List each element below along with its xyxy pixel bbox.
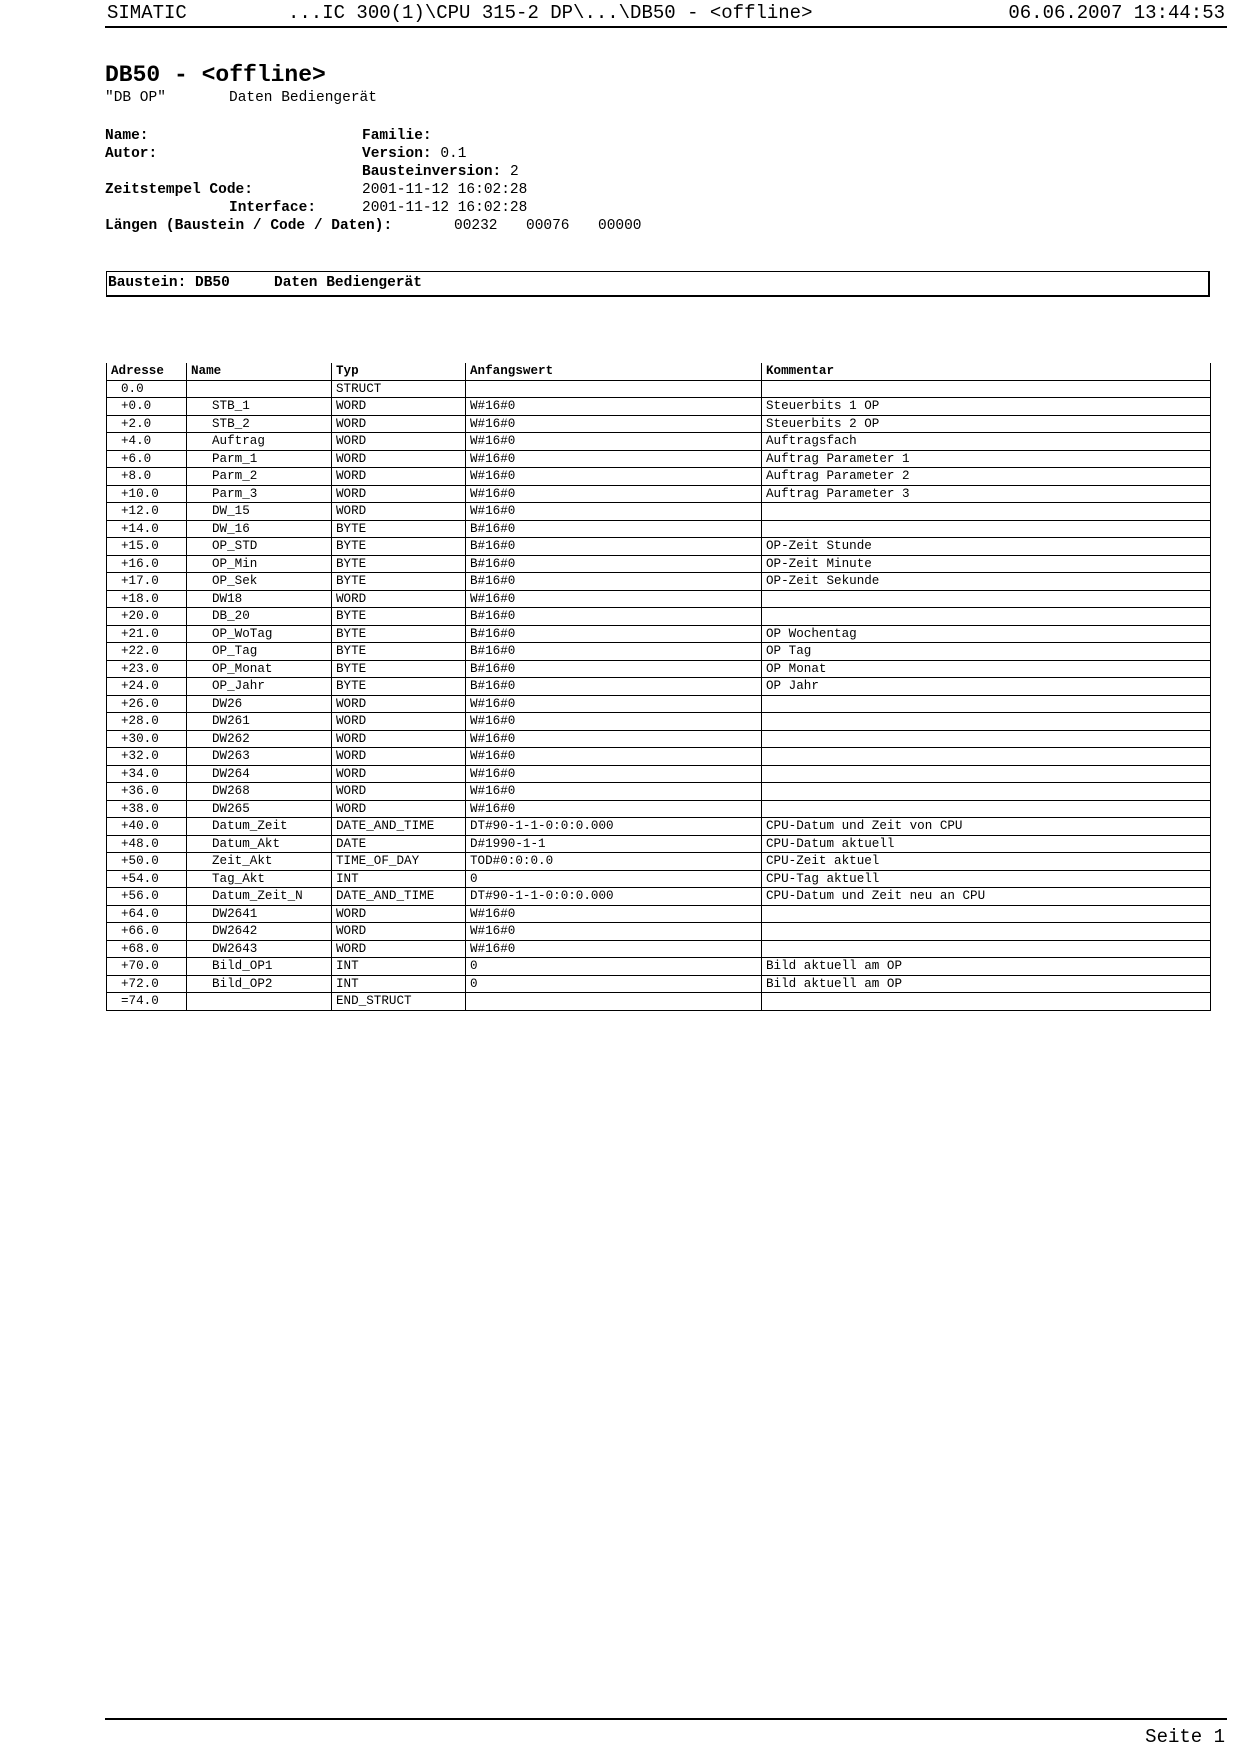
block-heading-box: [106, 271, 1210, 297]
cell-name: Bild_OP2: [187, 975, 332, 993]
column-header: Name: [187, 363, 332, 380]
table-row: [107, 380, 1211, 398]
table-row: [107, 993, 1211, 1011]
cell-type: INT: [332, 958, 466, 976]
cell-initial-value: 0: [466, 975, 762, 993]
cell-address: +15.0: [107, 538, 187, 556]
cell-type: WORD: [332, 765, 466, 783]
meta-laengen-baustein: 00232: [454, 218, 498, 234]
cell-name: DW264: [187, 765, 332, 783]
cell-address: +38.0: [107, 800, 187, 818]
cell-name: DW263: [187, 748, 332, 766]
cell-comment: CPU-Datum aktuell: [762, 835, 1211, 853]
cell-type: INT: [332, 870, 466, 888]
cell-address: +18.0: [107, 590, 187, 608]
table-row: [107, 975, 1211, 993]
meta-version-value: 0.1: [440, 146, 467, 162]
cell-address: +22.0: [107, 643, 187, 661]
cell-initial-value: B#16#0: [466, 678, 762, 696]
cell-address: +20.0: [107, 608, 187, 626]
cell-type: WORD: [332, 398, 466, 416]
cell-address: +23.0: [107, 660, 187, 678]
table-row: [107, 625, 1211, 643]
cell-address: +68.0: [107, 940, 187, 958]
cell-type: BYTE: [332, 520, 466, 538]
cell-address: +16.0: [107, 555, 187, 573]
table-row: [107, 905, 1211, 923]
cell-initial-value: D#1990-1-1: [466, 835, 762, 853]
cell-name: Datum_Akt: [187, 835, 332, 853]
cell-comment: [762, 905, 1211, 923]
table-row: [107, 485, 1211, 503]
cell-initial-value: W#16#0: [466, 765, 762, 783]
cell-address: +6.0: [107, 450, 187, 468]
cell-initial-value: [466, 993, 762, 1011]
meta-familie-label: Familie:: [362, 128, 432, 144]
cell-comment: OP-Zeit Stunde: [762, 538, 1211, 556]
header-product: SIMATIC: [107, 2, 187, 24]
table-row: [107, 923, 1211, 941]
cell-comment: [762, 503, 1211, 521]
cell-type: BYTE: [332, 538, 466, 556]
cell-initial-value: W#16#0: [466, 923, 762, 941]
cell-comment: OP-Zeit Minute: [762, 555, 1211, 573]
cell-comment: [762, 800, 1211, 818]
cell-initial-value: DT#90-1-1-0:0:0.000: [466, 818, 762, 836]
cell-initial-value: W#16#0: [466, 468, 762, 486]
table-row: [107, 730, 1211, 748]
document-subtitle: [105, 90, 377, 106]
table-row: [107, 433, 1211, 451]
meta-version: [362, 146, 466, 162]
cell-comment: OP Tag: [762, 643, 1211, 661]
cell-address: +32.0: [107, 748, 187, 766]
table-row: [107, 818, 1211, 836]
cell-type: WORD: [332, 748, 466, 766]
header-timestamp: 06.06.2007 13:44:53: [1008, 2, 1225, 24]
meta-laengen-daten: 00000: [598, 218, 642, 234]
cell-type: WORD: [332, 940, 466, 958]
cell-type: STRUCT: [332, 380, 466, 398]
table-row: [107, 835, 1211, 853]
cell-type: INT: [332, 975, 466, 993]
table-row: [107, 870, 1211, 888]
cell-comment: [762, 713, 1211, 731]
cell-address: +66.0: [107, 923, 187, 941]
column-header: Adresse: [107, 363, 187, 380]
cell-address: +70.0: [107, 958, 187, 976]
table-row: [107, 520, 1211, 538]
cell-name: OP_Monat: [187, 660, 332, 678]
cell-initial-value: B#16#0: [466, 625, 762, 643]
cell-type: WORD: [332, 415, 466, 433]
cell-comment: [762, 608, 1211, 626]
cell-comment: [762, 940, 1211, 958]
cell-type: BYTE: [332, 555, 466, 573]
table-header-row: [107, 363, 1211, 380]
page-number: Seite 1: [1145, 1726, 1225, 1748]
cell-comment: [762, 923, 1211, 941]
meta-laengen-label: [105, 218, 392, 234]
cell-address: +21.0: [107, 625, 187, 643]
cell-name: OP_Jahr: [187, 678, 332, 696]
cell-type: WORD: [332, 433, 466, 451]
meta-interface-value: 2001-11-12 16:02:28: [362, 200, 528, 216]
cell-type: DATE: [332, 835, 466, 853]
cell-name: Parm_3: [187, 485, 332, 503]
table-row: [107, 415, 1211, 433]
cell-name: OP_Min: [187, 555, 332, 573]
cell-comment: [762, 993, 1211, 1011]
table-row: [107, 590, 1211, 608]
block-comment: Daten Bediengerät: [229, 90, 377, 106]
cell-comment: CPU-Zeit aktuel: [762, 853, 1211, 871]
cell-type: WORD: [332, 503, 466, 521]
cell-comment: Auftragsfach: [762, 433, 1211, 451]
cell-initial-value: W#16#0: [466, 940, 762, 958]
cell-type: DATE_AND_TIME: [332, 888, 466, 906]
header-path: ...IC 300(1)\CPU 315-2 DP\...\DB50 - <offline>: [288, 2, 813, 24]
block-heading-comment: Daten Bediengerät: [274, 275, 422, 291]
table-row: [107, 398, 1211, 416]
cell-comment: [762, 590, 1211, 608]
cell-initial-value: W#16#0: [466, 905, 762, 923]
cell-name: Bild_OP1: [187, 958, 332, 976]
cell-name: OP_Tag: [187, 643, 332, 661]
meta-laengen-code: 00076: [526, 218, 570, 234]
cell-initial-value: W#16#0: [466, 415, 762, 433]
meta-interface-label: [229, 200, 316, 216]
table-row: [107, 958, 1211, 976]
column-header: Typ: [332, 363, 466, 380]
cell-comment: OP Jahr: [762, 678, 1211, 696]
cell-type: BYTE: [332, 573, 466, 591]
cell-initial-value: TOD#0:0:0.0: [466, 853, 762, 871]
meta-bausteinversion: [362, 164, 519, 180]
cell-type: BYTE: [332, 643, 466, 661]
block-label: Baustein: DB50: [108, 275, 230, 291]
cell-name: Datum_Zeit_N: [187, 888, 332, 906]
meta-autor-label: Autor:: [105, 146, 158, 162]
cell-initial-value: W#16#0: [466, 800, 762, 818]
cell-comment: [762, 380, 1211, 398]
table-row: [107, 538, 1211, 556]
document-title: DB50 - <offline>: [105, 62, 326, 88]
cell-comment: Bild aktuell am OP: [762, 958, 1211, 976]
cell-address: +36.0: [107, 783, 187, 801]
cell-comment: [762, 695, 1211, 713]
table-row: [107, 748, 1211, 766]
cell-address: +10.0: [107, 485, 187, 503]
cell-name: [187, 380, 332, 398]
cell-comment: CPU-Datum und Zeit von CPU: [762, 818, 1211, 836]
column-header: Anfangswert: [466, 363, 762, 380]
block-symbol: "DB OP": [105, 90, 166, 106]
cell-name: DW268: [187, 783, 332, 801]
cell-name: DW_15: [187, 503, 332, 521]
table-row: [107, 695, 1211, 713]
cell-name: DW2642: [187, 923, 332, 941]
table-row: [107, 573, 1211, 591]
meta-bausteinversion-label: Bausteinversion:: [362, 164, 502, 180]
cell-type: WORD: [332, 783, 466, 801]
cell-initial-value: W#16#0: [466, 485, 762, 503]
cell-initial-value: [466, 380, 762, 398]
cell-name: DW18: [187, 590, 332, 608]
cell-name: Tag_Akt: [187, 870, 332, 888]
cell-address: +30.0: [107, 730, 187, 748]
table-row: [107, 800, 1211, 818]
cell-type: DATE_AND_TIME: [332, 818, 466, 836]
cell-type: WORD: [332, 923, 466, 941]
cell-address: +14.0: [107, 520, 187, 538]
cell-name: DW_16: [187, 520, 332, 538]
cell-initial-value: W#16#0: [466, 730, 762, 748]
cell-initial-value: W#16#0: [466, 590, 762, 608]
cell-address: +8.0: [107, 468, 187, 486]
meta-autor: [105, 146, 157, 162]
table-row: [107, 468, 1211, 486]
cell-comment: OP Wochentag: [762, 625, 1211, 643]
cell-address: 0.0: [107, 380, 187, 398]
table-row: [107, 765, 1211, 783]
cell-comment: [762, 765, 1211, 783]
cell-type: TIME_OF_DAY: [332, 853, 466, 871]
table-row: [107, 713, 1211, 731]
cell-address: +56.0: [107, 888, 187, 906]
cell-name: OP_Sek: [187, 573, 332, 591]
table-row: [107, 888, 1211, 906]
table-row: [107, 660, 1211, 678]
cell-comment: Steuerbits 2 OP: [762, 415, 1211, 433]
table-row: [107, 678, 1211, 696]
cell-address: +54.0: [107, 870, 187, 888]
table-row: [107, 853, 1211, 871]
meta-zeitstempel-value: 2001-11-12 16:02:28: [362, 182, 528, 198]
cell-address: +0.0: [107, 398, 187, 416]
meta-zeitstempel-label-text: Zeitstempel Code:: [105, 182, 253, 198]
table-row: [107, 608, 1211, 626]
cell-name: OP_STD: [187, 538, 332, 556]
cell-address: +72.0: [107, 975, 187, 993]
cell-initial-value: B#16#0: [466, 520, 762, 538]
cell-type: WORD: [332, 695, 466, 713]
cell-comment: [762, 748, 1211, 766]
cell-initial-value: DT#90-1-1-0:0:0.000: [466, 888, 762, 906]
cell-address: +34.0: [107, 765, 187, 783]
cell-name: Zeit_Akt: [187, 853, 332, 871]
cell-comment: Auftrag Parameter 1: [762, 450, 1211, 468]
cell-name: OP_WoTag: [187, 625, 332, 643]
cell-type: BYTE: [332, 678, 466, 696]
cell-address: +24.0: [107, 678, 187, 696]
cell-initial-value: B#16#0: [466, 555, 762, 573]
column-header: Kommentar: [762, 363, 1211, 380]
cell-name: Parm_2: [187, 468, 332, 486]
cell-type: BYTE: [332, 660, 466, 678]
cell-initial-value: 0: [466, 958, 762, 976]
cell-address: +64.0: [107, 905, 187, 923]
cell-type: WORD: [332, 485, 466, 503]
table-row: [107, 503, 1211, 521]
cell-name: Parm_1: [187, 450, 332, 468]
cell-initial-value: W#16#0: [466, 748, 762, 766]
cell-address: +48.0: [107, 835, 187, 853]
cell-name: Auftrag: [187, 433, 332, 451]
cell-address: +50.0: [107, 853, 187, 871]
cell-type: BYTE: [332, 608, 466, 626]
cell-comment: [762, 730, 1211, 748]
cell-comment: Auftrag Parameter 3: [762, 485, 1211, 503]
cell-comment: [762, 783, 1211, 801]
table-row: [107, 555, 1211, 573]
cell-initial-value: W#16#0: [466, 503, 762, 521]
cell-comment: OP-Zeit Sekunde: [762, 573, 1211, 591]
cell-initial-value: W#16#0: [466, 398, 762, 416]
cell-name: STB_2: [187, 415, 332, 433]
meta-version-label: Version:: [362, 146, 432, 162]
cell-initial-value: B#16#0: [466, 643, 762, 661]
cell-initial-value: B#16#0: [466, 573, 762, 591]
cell-name: DW2643: [187, 940, 332, 958]
cell-comment: CPU-Datum und Zeit neu an CPU: [762, 888, 1211, 906]
cell-address: +4.0: [107, 433, 187, 451]
cell-type: END_STRUCT: [332, 993, 466, 1011]
cell-name: Datum_Zeit: [187, 818, 332, 836]
meta-familie: [362, 128, 432, 144]
declaration-table: [106, 363, 1211, 1011]
meta-bausteinversion-value: 2: [509, 164, 519, 180]
cell-type: WORD: [332, 713, 466, 731]
table-row: [107, 450, 1211, 468]
cell-initial-value: B#16#0: [466, 608, 762, 626]
cell-type: WORD: [332, 450, 466, 468]
page-header: [105, 2, 1227, 28]
cell-comment: Bild aktuell am OP: [762, 975, 1211, 993]
cell-initial-value: W#16#0: [466, 695, 762, 713]
cell-comment: [762, 520, 1211, 538]
cell-initial-value: W#16#0: [466, 433, 762, 451]
meta-interface-label-text: Interface:: [229, 200, 317, 216]
cell-name: [187, 993, 332, 1011]
cell-initial-value: W#16#0: [466, 713, 762, 731]
page-footer: [105, 1718, 1227, 1748]
cell-name: DW2641: [187, 905, 332, 923]
cell-address: =74.0: [107, 993, 187, 1011]
table-row: [107, 783, 1211, 801]
cell-comment: OP Monat: [762, 660, 1211, 678]
cell-name: DW26: [187, 695, 332, 713]
meta-name: [105, 128, 149, 144]
cell-type: BYTE: [332, 625, 466, 643]
cell-comment: Steuerbits 1 OP: [762, 398, 1211, 416]
cell-type: WORD: [332, 468, 466, 486]
meta-laengen-label-text: Längen (Baustein / Code / Daten):: [105, 218, 393, 234]
cell-address: +40.0: [107, 818, 187, 836]
cell-initial-value: 0: [466, 870, 762, 888]
cell-initial-value: B#16#0: [466, 538, 762, 556]
cell-comment: Auftrag Parameter 2: [762, 468, 1211, 486]
cell-type: WORD: [332, 905, 466, 923]
cell-name: DB_20: [187, 608, 332, 626]
table-row: [107, 643, 1211, 661]
cell-address: +26.0: [107, 695, 187, 713]
cell-type: WORD: [332, 590, 466, 608]
cell-address: +2.0: [107, 415, 187, 433]
cell-name: DW262: [187, 730, 332, 748]
cell-address: +12.0: [107, 503, 187, 521]
meta-zeitstempel-label: [105, 182, 253, 198]
cell-type: WORD: [332, 730, 466, 748]
meta-name-label: Name:: [105, 128, 149, 144]
cell-initial-value: W#16#0: [466, 450, 762, 468]
table-row: [107, 940, 1211, 958]
cell-name: DW265: [187, 800, 332, 818]
table-body: [107, 380, 1211, 1010]
cell-initial-value: B#16#0: [466, 660, 762, 678]
cell-name: DW261: [187, 713, 332, 731]
cell-name: STB_1: [187, 398, 332, 416]
cell-initial-value: W#16#0: [466, 783, 762, 801]
cell-type: WORD: [332, 800, 466, 818]
cell-comment: CPU-Tag aktuell: [762, 870, 1211, 888]
cell-address: +28.0: [107, 713, 187, 731]
cell-address: +17.0: [107, 573, 187, 591]
